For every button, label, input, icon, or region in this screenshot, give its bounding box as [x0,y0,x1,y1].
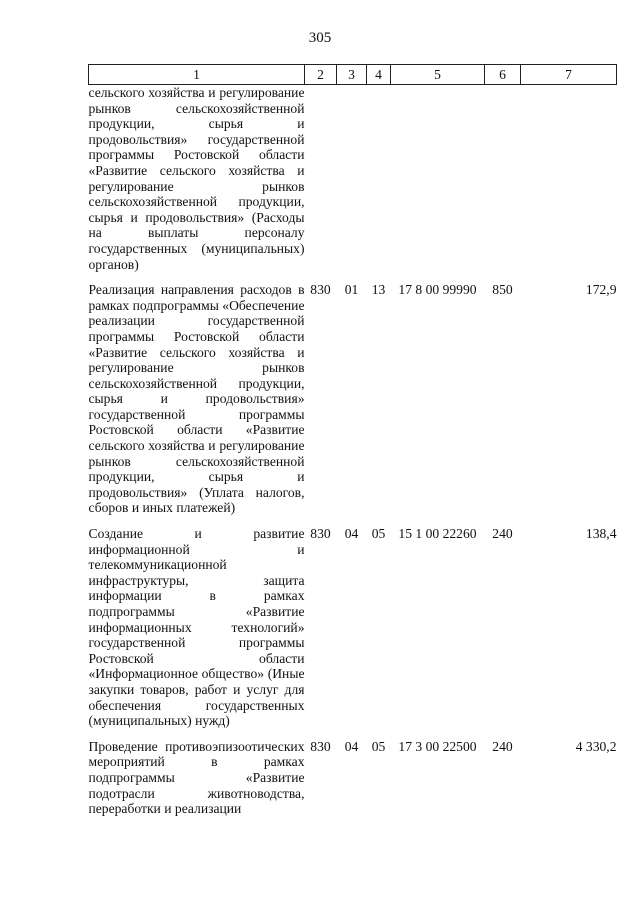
row-amount: 138,4 [585,526,617,542]
row-ministry-code: 830 [310,738,331,754]
header-col-6: 6 [485,65,521,85]
table-row [89,526,617,739]
budget-table [88,64,617,827]
row-expense-type [485,85,521,283]
row-target-code: 17 8 00 99990 [398,282,477,298]
row-amount [521,85,617,283]
row-description: Реализация направления расходов в рамках подпрограммы «Обеспечение реализации государственной программы Ростовской области «Развитие сельского хозяйства и регулирование рынков сельскохозяйственной продукции, сырья и продовольствия» государственной программы Ростовской области «Развитие сельского хозяйства и регулирование рынков сельскохозяйственной продукции, сырья и продовольствия» (Уплата налогов, сборов и иных платежей) [88,282,305,516]
row-section-code: 01 [344,282,359,298]
table-row [89,85,617,283]
header-col-3: 3 [337,65,367,85]
row-section-code: 04 [344,526,359,542]
table-header-row [89,65,617,85]
header-col-1: 1 [89,65,305,85]
row-description: Создание и развитие информационной и телекоммуникационной инфраструктуры, защита информации в рамках подпрограммы «Развитие информационных технологий» государственной программы Ростовской области «Информационное общество» (Иные закупки товаров, работ и услуг для обеспечения государственных (муниципальных) нужд) [88,526,305,729]
table-row [89,739,617,827]
row-section-code: 04 [344,738,359,754]
row-target-code: 15 1 00 22260 [398,526,477,542]
row-expense-type: 850 [492,282,513,298]
row-subsection-code: 05 [371,738,386,754]
row-target-code: 17 3 00 22500 [398,738,477,754]
row-subsection-code: 05 [371,526,386,542]
row-amount: 172,9 [585,282,617,298]
row-description: Проведение противоэпизоотических мероприятий в рамках подпрограммы «Развитие подотрасли животноводства, переработки и реализации [88,738,305,817]
row-ministry-code: 830 [310,282,331,298]
row-ministry-code: 830 [310,526,331,542]
header-col-5: 5 [391,65,485,85]
header-col-2: 2 [305,65,337,85]
row-expense-type: 240 [492,738,513,754]
row-expense-type: 240 [492,526,513,542]
row-subsection-code: 13 [371,282,386,298]
row-ministry-code [305,85,337,283]
row-description: сельского хозяйства и регулирование рынков сельскохозяйственной продукции, сырья и продовольствия» государственной программы Ростовской области «Развитие сельского хозяйства и регулирование рынков сельскохозяйственной продукции, сырья и продовольствия» (Расходы на выплаты персоналу государственных (муниципальных) органов) [88,85,305,272]
header-col-7: 7 [521,65,617,85]
row-subsection-code [367,85,391,283]
row-amount: 4 330,2 [575,738,617,754]
row-target-code [391,85,485,283]
table-row [89,282,617,526]
page-number: 305 [308,30,332,46]
row-section-code [337,85,367,283]
header-col-4: 4 [367,65,391,85]
